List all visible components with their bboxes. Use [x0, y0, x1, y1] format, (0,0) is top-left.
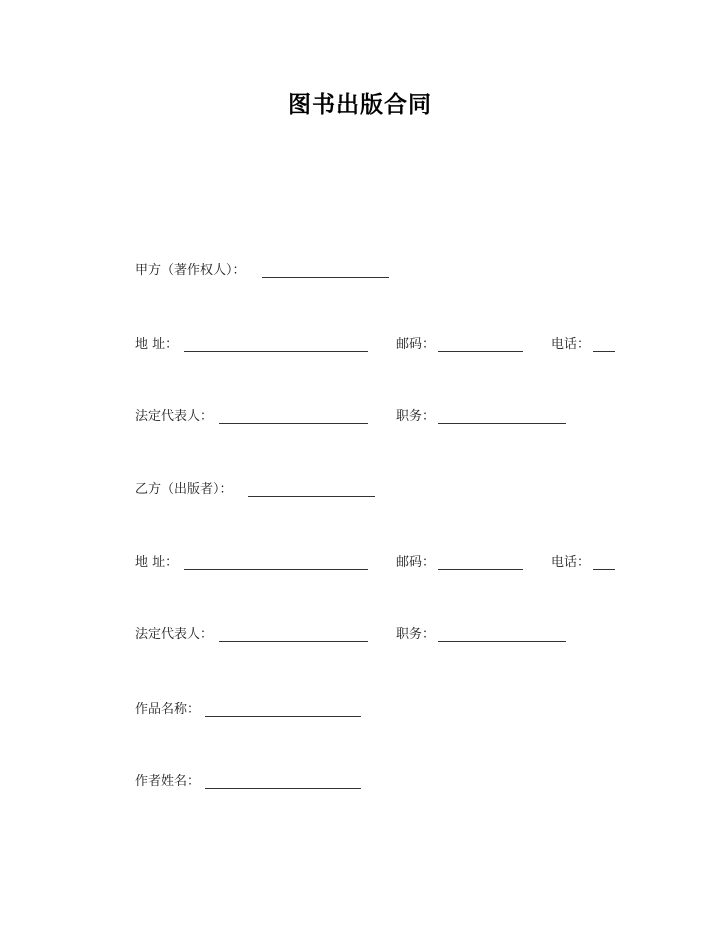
party-b-address-label: 地 址：: [135, 555, 179, 570]
work-title-row: [0, 701, 720, 721]
party-b-contact-row: [0, 554, 720, 574]
document-title: 图书出版合同: [288, 92, 432, 118]
author-name-label: 作者姓名：: [135, 774, 201, 789]
party-b-postcode-label: 邮码：: [396, 555, 436, 570]
party-b-field[interactable]: [248, 496, 375, 497]
party-b-phone-label: 电话：: [551, 555, 591, 570]
party-b-rep-row: [0, 626, 720, 646]
party-b-address-field[interactable]: [184, 569, 368, 570]
party-a-field[interactable]: [262, 277, 389, 278]
party-a-rep-row: [0, 408, 720, 428]
party-a-position-field[interactable]: [438, 423, 566, 424]
party-b-label: 乙方（出版者）：: [135, 482, 233, 497]
party-a-contact-row: [0, 336, 720, 356]
party-b-row: [0, 481, 720, 501]
party-b-legal-rep-field[interactable]: [219, 641, 368, 642]
party-a-address-label: 地 址：: [135, 337, 179, 352]
party-a-position-label: 职务：: [396, 409, 436, 424]
party-b-postcode-field[interactable]: [438, 569, 523, 570]
party-a-postcode-label: 邮码：: [396, 337, 436, 352]
party-a-postcode-field[interactable]: [438, 351, 523, 352]
party-b-phone-field[interactable]: [593, 569, 615, 570]
party-b-position-field[interactable]: [438, 641, 566, 642]
party-a-legal-rep-field[interactable]: [219, 423, 368, 424]
author-name-field[interactable]: [205, 788, 361, 789]
party-a-address-field[interactable]: [184, 351, 368, 352]
party-b-position-label: 职务：: [396, 627, 436, 642]
party-b-legal-rep-label: 法定代表人：: [135, 627, 214, 642]
work-title-label: 作品名称：: [135, 702, 201, 717]
party-a-phone-label: 电话：: [551, 337, 591, 352]
party-a-phone-field[interactable]: [593, 351, 615, 352]
party-a-legal-rep-label: 法定代表人：: [135, 409, 214, 424]
party-a-label: 甲方（著作权人）：: [135, 263, 246, 278]
party-a-row: [0, 262, 720, 282]
work-title-field[interactable]: [205, 716, 361, 717]
author-name-row: [0, 773, 720, 793]
